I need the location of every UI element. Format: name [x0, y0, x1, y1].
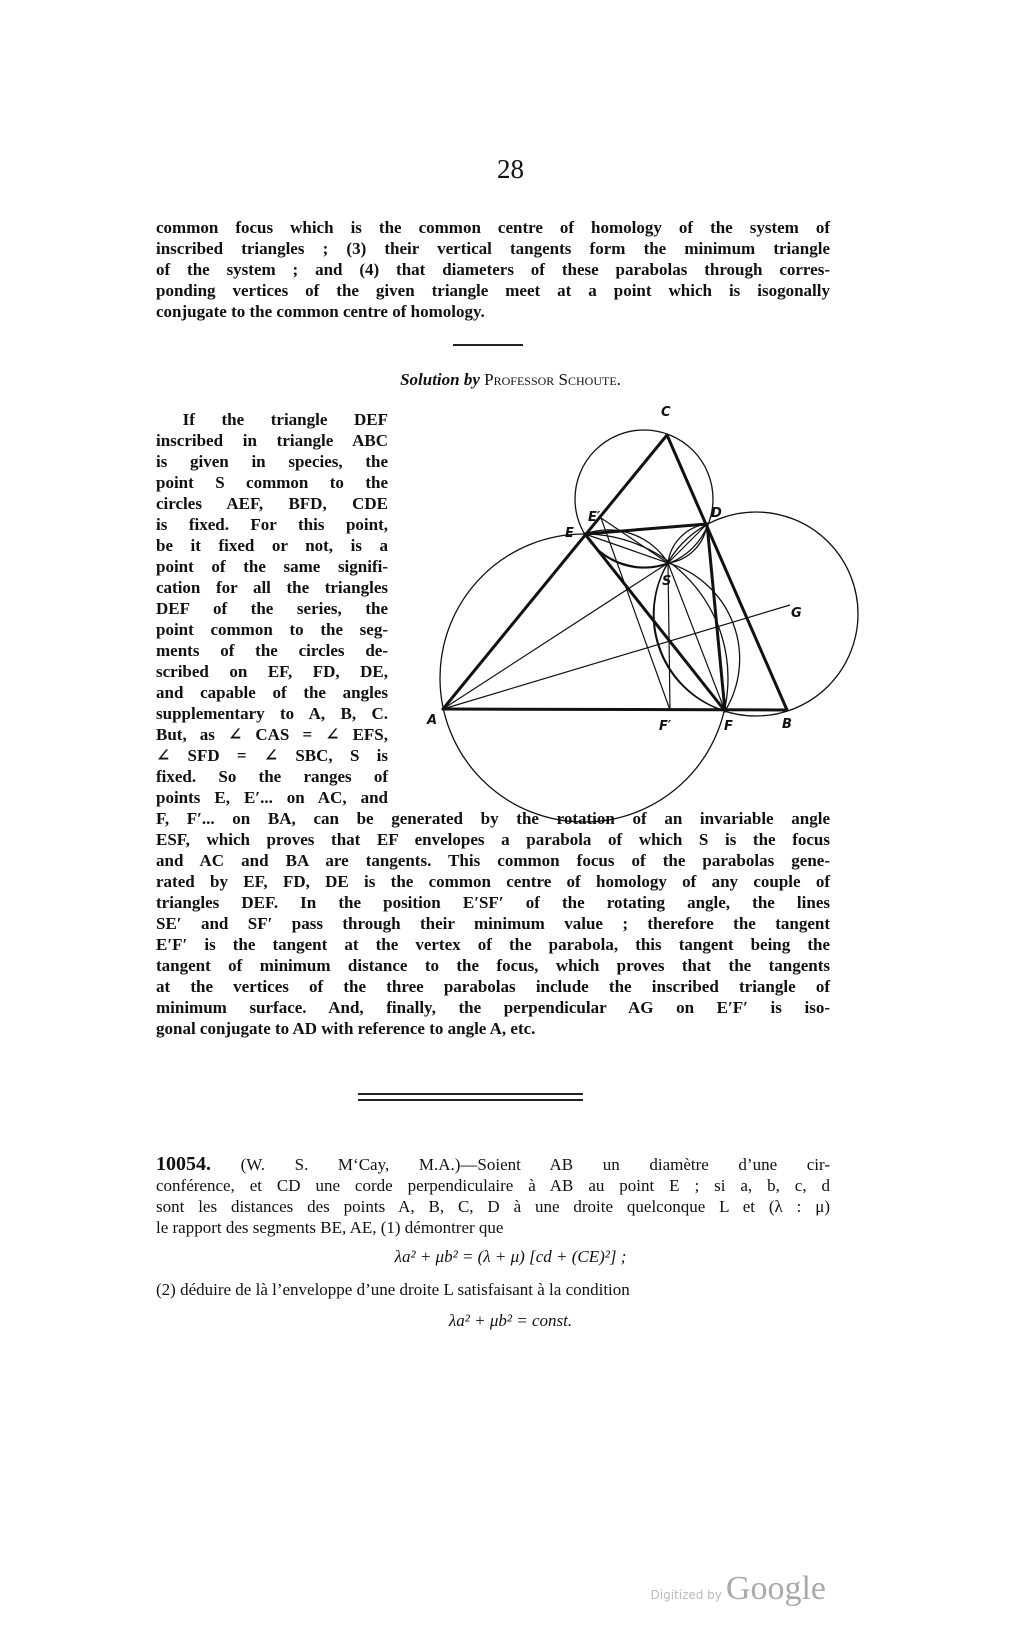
- label-f: F: [724, 719, 733, 734]
- text-line: DEF of the series, the: [156, 599, 388, 618]
- label-e: E: [565, 526, 574, 541]
- label-d: D: [711, 506, 722, 521]
- text-line: triangles DEF. In the position E′SF′ of the rotating angle, the lines: [156, 893, 830, 912]
- side-ab: [443, 709, 787, 710]
- side-df: [707, 524, 725, 711]
- text-line: circles AEF, BFD, CDE: [156, 494, 388, 513]
- line-se2: [601, 518, 668, 563]
- text-line: points E, E′... on AC, and: [156, 788, 388, 807]
- text-line: supplementary to A, B, C.: [156, 704, 388, 723]
- double-rule-top: [358, 1093, 583, 1095]
- text-line: point common to the seg-: [156, 620, 388, 639]
- text-line: inscribed in triangle ABC: [156, 431, 388, 450]
- text-line: If the triangle DEF: [156, 410, 388, 429]
- text-line: conjugate to the common centre of homology.: [156, 302, 485, 321]
- text-line: gonal conjugate to AD with reference to angle A, etc.: [156, 1019, 536, 1038]
- label-f-prime: F′: [659, 719, 672, 734]
- side-ac: [443, 435, 667, 709]
- text-line: (2) déduire de là l’enveloppe d’une droite L satisfaisant à la condition: [156, 1280, 630, 1299]
- text-line: ments of the circles de-: [156, 641, 388, 660]
- label-c: C: [661, 405, 671, 420]
- watermark-prefix: Digitized by: [650, 1588, 722, 1602]
- side-ef: [585, 534, 725, 711]
- line-ag: [443, 605, 790, 709]
- text-line: minimum surface. And, finally, the perpendicular AG on E′F′ is iso-: [156, 998, 830, 1017]
- text-line: point S common to the: [156, 473, 388, 492]
- text-line: le rapport des segments BE, AE, (1) démontrer que: [156, 1218, 504, 1237]
- text-line: tangent of minimum distance to the focus, which proves that the tangents: [156, 956, 830, 975]
- text-line: conférence, et CD une corde perpendiculaire à AB au point E ; si a, b, c, d: [156, 1176, 830, 1195]
- text-line: is given in species, the: [156, 452, 388, 471]
- text-line: of the system ; and (4) that diameters of these parabolas through corres-: [156, 260, 830, 279]
- segment-arc-sf: [668, 563, 740, 711]
- line-as: [443, 563, 668, 709]
- label-e-prime: E′: [588, 510, 601, 525]
- text-line: ∠ SFD = ∠ SBC, S is: [156, 746, 388, 765]
- text-line: F, F′... on BA, can be generated by the rotation of an invariable angle: [156, 809, 830, 828]
- text-line: and AC and BA are tangents. This common focus of the parabolas gene-: [156, 851, 830, 870]
- text-line: rated by EF, FD, DE is the common centre of homology of any couple of: [156, 872, 830, 891]
- text-line: common focus which is the common centre of homology of the system of: [156, 218, 830, 237]
- label-s: S: [662, 574, 672, 589]
- label-a: A: [427, 713, 438, 728]
- circle-aef: [440, 534, 728, 822]
- text-line: SE′ and SF′ pass through their minimum value ; therefore the tangent: [156, 914, 830, 933]
- text-line: at the vertices of the three parabolas include the inscribed triangle of: [156, 977, 830, 996]
- solution-author: Professor Schoute.: [484, 370, 621, 389]
- line-sd: [668, 524, 707, 563]
- text-line: But, as ∠ CAS = ∠ EFS,: [156, 725, 388, 744]
- line-e2f2: [601, 518, 670, 710]
- problem-first-line: [156, 1154, 830, 1175]
- text-line: inscribed triangles ; (3) their vertical tangents form the minimum triangle: [156, 239, 830, 258]
- watermark: [651, 1570, 827, 1608]
- text-line: ponding vertices of the given triangle meet at a point which is isogonally: [156, 281, 830, 300]
- watermark-brand: Google: [725, 1570, 826, 1607]
- text-line: scribed on EF, FD, DE,: [156, 662, 388, 681]
- solution-prefix: Solution by: [400, 370, 480, 389]
- formula-2: λa² + μb² = const.: [448, 1311, 573, 1330]
- page-number: 28: [497, 154, 524, 184]
- text-line: ESF, which proves that EF envelopes a parabola of which S is the focus: [156, 830, 830, 849]
- text-line: is fixed. For this point,: [156, 515, 388, 534]
- text-line: fixed. So the ranges of: [156, 767, 388, 786]
- text-line: sont les distances des points A, B, C, D à une droite quelconque L et (λ : μ): [156, 1197, 830, 1216]
- problem-number: 10054.: [156, 1153, 211, 1175]
- double-rule-bottom: [358, 1099, 583, 1101]
- problem-author-line: (W. S. M‘Cay, M.A.)—Soient AB un diamètre d’une cir-: [240, 1155, 830, 1174]
- formula-1: λa² + μb² = (λ + μ) [cd + (CE)²] ;: [394, 1247, 627, 1266]
- text-line: E′F′ is the tangent at the vertex of the parabola, this tangent being the: [156, 935, 830, 954]
- circle-bfd: [654, 512, 858, 716]
- text-line: cation for all the triangles: [156, 578, 388, 597]
- text-line: be it fixed or not, is a: [156, 536, 388, 555]
- text-line: point of the same signifi-: [156, 557, 388, 576]
- label-g: G: [791, 606, 802, 621]
- label-b: B: [782, 717, 792, 732]
- side-cb: [667, 435, 787, 710]
- text-line: and capable of the angles: [156, 683, 388, 702]
